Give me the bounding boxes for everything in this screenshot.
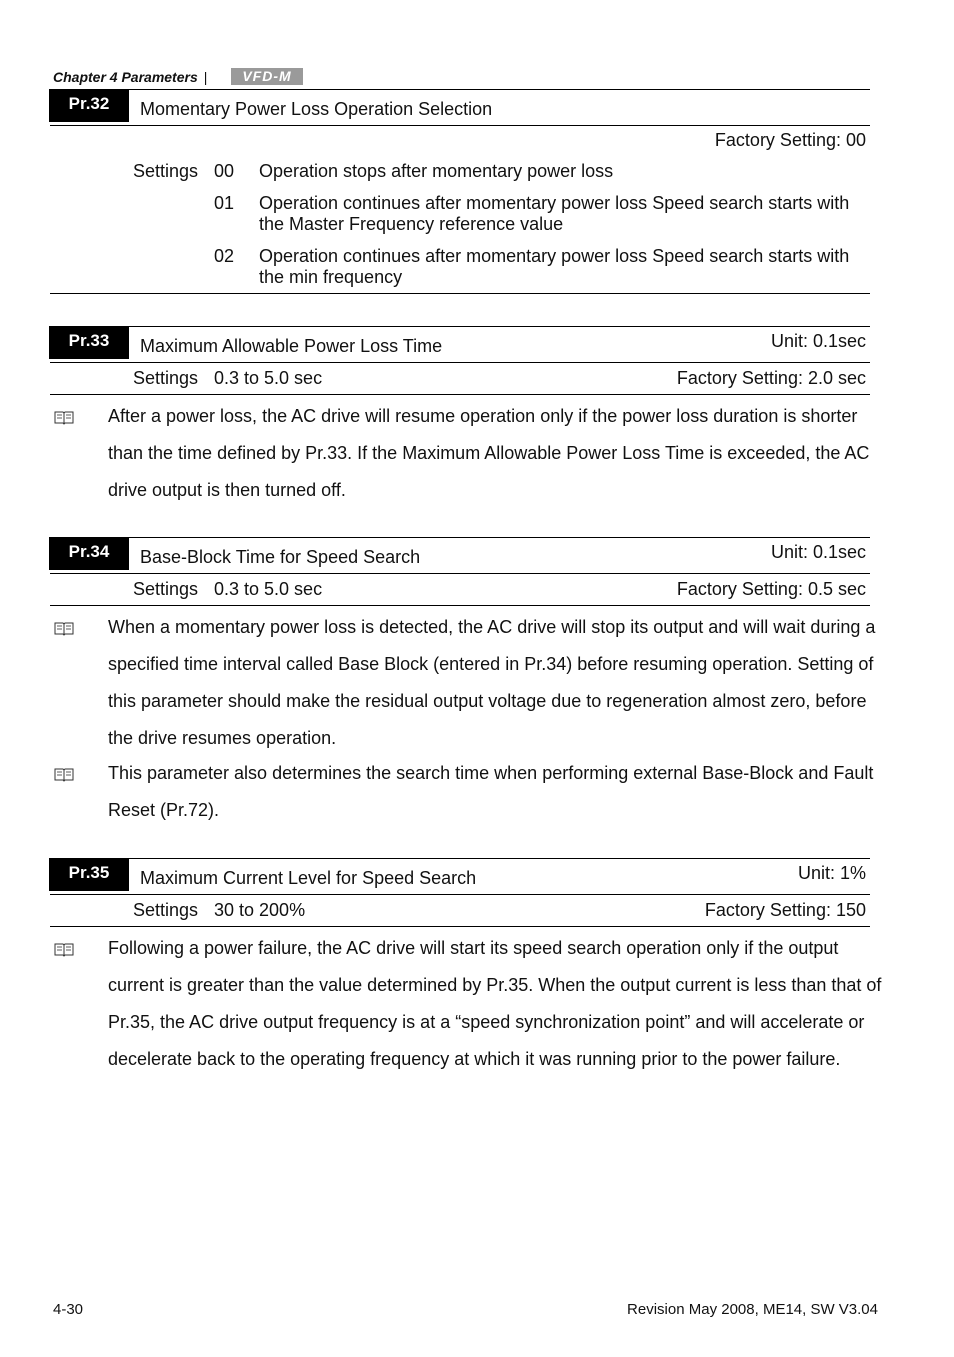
param-tag: Pr.35 [49,858,129,891]
factory-setting: Factory Setting: 0.5 sec [676,579,866,599]
param-unit: Unit: 0.1sec [770,331,866,351]
settings-range: 30 to 200% [214,900,306,920]
param-header-bar [50,326,870,363]
pr32-factory-setting: Factory Setting: 00 [714,130,866,150]
revision-info: Revision May 2008, ME14, SW V3.04 [627,1301,878,1318]
factory-setting: Factory Setting: 2.0 sec [676,368,866,388]
header-separator: | [203,69,208,85]
param-title: Base-Block Time for Speed Search [140,547,421,567]
note-paragraph: Following a power failure, the AC drive will start its speed search operation only if the output current is greater than the value determined by Pr.35. When the output current is less than that of Pr.35, the AC drive output frequency is at a “speed synchronization point” and will accelerate or decelerate back to the operating frequency at which it was running prior to the power failure. [108,938,882,1069]
note-paragraph: When a momentary power loss is detected, the AC drive will stop its output and will wait during a specified time interval called Base Block (entered in Pr.34) before resuming operation. Setting of this parameter should make the residual output voltage due to regeneration almost zero, before the drive resumes operation. [108,617,876,748]
param-title: Momentary Power Loss Operation Selection [140,99,493,119]
section-divider [50,293,870,294]
note-paragraph: This parameter also determines the search time when performing external Base-Block and Fault Reset (Pr.72). [108,763,874,820]
param-tag: Pr.32 [49,89,129,122]
param-title: Maximum Current Level for Speed Search [140,868,477,888]
book-note-icon [54,621,74,636]
note-paragraph: After a power loss, the AC drive will resume operation only if the power loss duration is shorter than the time defined by Pr.33. If the Maximum Allowable Power Loss Time is exceeded, the AC drive output is then turned off. [108,406,870,500]
book-note-icon [54,767,74,782]
settings-row [50,894,870,927]
param-title: Maximum Allowable Power Loss Time [140,336,443,356]
param-header-bar [50,89,870,126]
param-tag: Pr.33 [49,326,129,359]
param-unit: Unit: 0.1sec [770,542,866,562]
option-text: Operation stops after momentary power loss [259,161,614,181]
option-text: Operation continues after momentary power loss Speed search starts with the Master Frequency reference value [259,193,850,234]
book-note-icon [54,942,74,957]
option-code: 02 [214,246,235,266]
chapter-title: Chapter 4 Parameters [53,69,198,85]
chapter-header [53,69,207,85]
param-header-bar [50,858,870,895]
param-tag: Pr.34 [49,537,129,570]
vfd-m-logo: VFD-M [231,68,303,85]
pr32-settings-label: Settings [133,161,199,181]
book-note-icon [54,410,74,425]
option-code: 01 [214,193,235,213]
settings-range: 0.3 to 5.0 sec [214,368,323,388]
option-code: 00 [214,161,235,181]
settings-range: 0.3 to 5.0 sec [214,579,323,599]
settings-label: Settings [133,900,199,920]
settings-label: Settings [133,579,199,599]
settings-label: Settings [133,368,199,388]
settings-row [50,573,870,606]
page-number: 4-30 [53,1301,84,1318]
settings-row [50,362,870,395]
param-unit: Unit: 1% [797,863,866,883]
param-header-bar [50,537,870,574]
factory-setting: Factory Setting: 150 [704,900,866,920]
option-text: Operation continues after momentary power loss Speed search starts with the min frequency [259,246,850,287]
